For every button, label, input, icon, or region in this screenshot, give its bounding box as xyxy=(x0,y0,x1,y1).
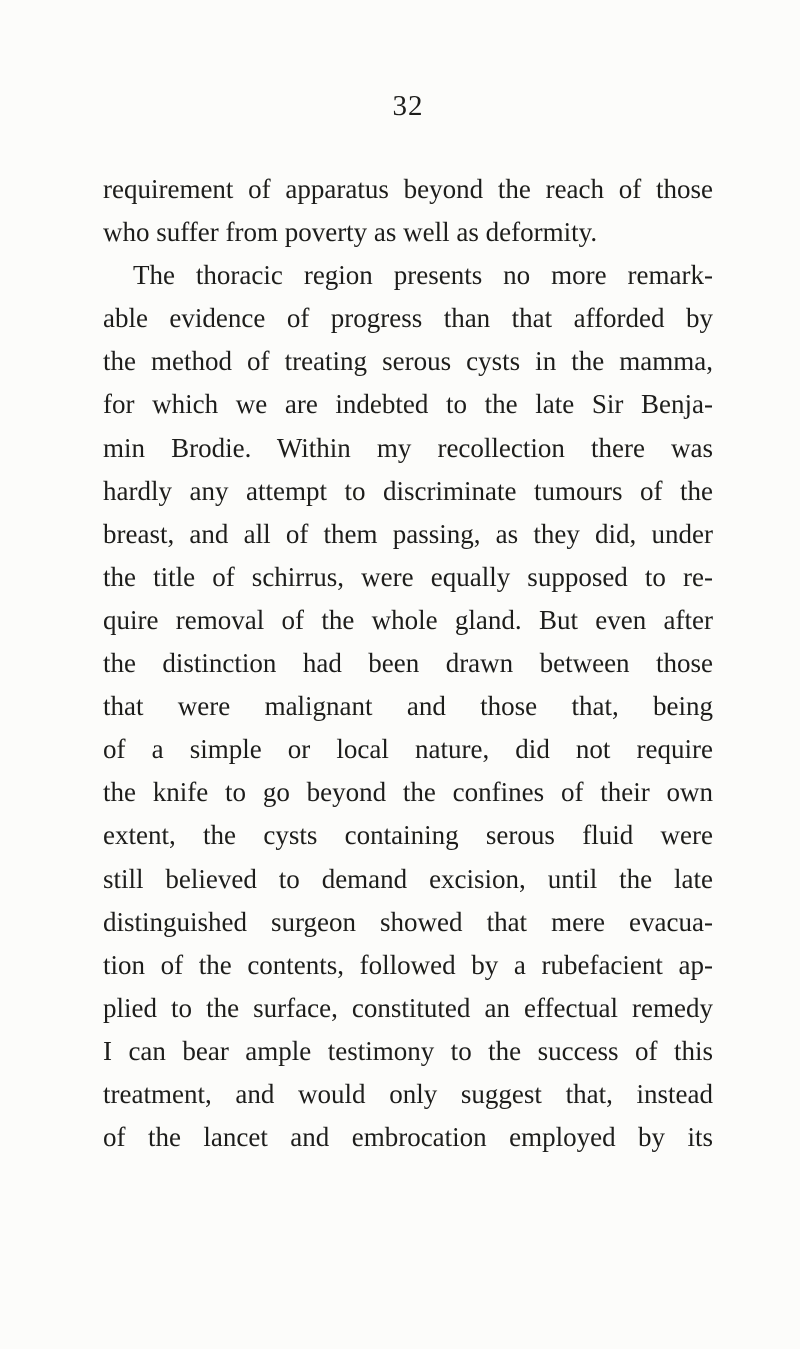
text-line: breast, and all of them passing, as they did, under xyxy=(103,518,713,549)
text-line: still believed to demand excision, until the late xyxy=(103,863,713,894)
text-line: extent, the cysts containing serous fluid were xyxy=(103,820,713,851)
text-line: able evidence of progress than that afforded by xyxy=(103,303,713,334)
text-line: who suffer from poverty as well as deformity. xyxy=(103,217,598,248)
text-line: quire removal of the whole gland. But even after xyxy=(103,604,713,635)
text-line: requirement of apparatus beyond the reach of those xyxy=(103,174,713,204)
text-line: that were malignant and those that, being xyxy=(103,691,713,722)
text-line: I can bear ample testimony to the success of this xyxy=(103,1035,713,1066)
text-line: of the lancet and embrocation employed by its xyxy=(103,1122,713,1153)
text-line: plied to the surface, constituted an effectual remedy xyxy=(103,992,713,1023)
text-line: the title of schirrus, were equally supposed to re- xyxy=(103,561,713,592)
text-line: hardly any attempt to discriminate tumours of the xyxy=(103,475,713,506)
text-line: for which we are indebted to the late Sir Benja- xyxy=(103,389,713,420)
text-line: tion of the contents, followed by a rubefacient ap- xyxy=(103,949,713,980)
text-line: of a simple or local nature, did not require xyxy=(103,734,713,765)
text-line: the distinction had been drawn between those xyxy=(103,648,713,679)
page-number: 32 xyxy=(392,90,424,122)
text-line: distinguished surgeon showed that mere evacua- xyxy=(103,906,713,937)
text-line: treatment, and would only suggest that, instead xyxy=(103,1078,713,1109)
text-line: the knife to go beyond the confines of their own xyxy=(103,777,713,808)
text-line: min Brodie. Within my recollection there was xyxy=(103,432,713,463)
text-line: the method of treating serous cysts in the mamma, xyxy=(103,346,713,377)
body-text xyxy=(103,168,713,1159)
text-line: The thoracic region presents no more remark- xyxy=(133,260,713,291)
